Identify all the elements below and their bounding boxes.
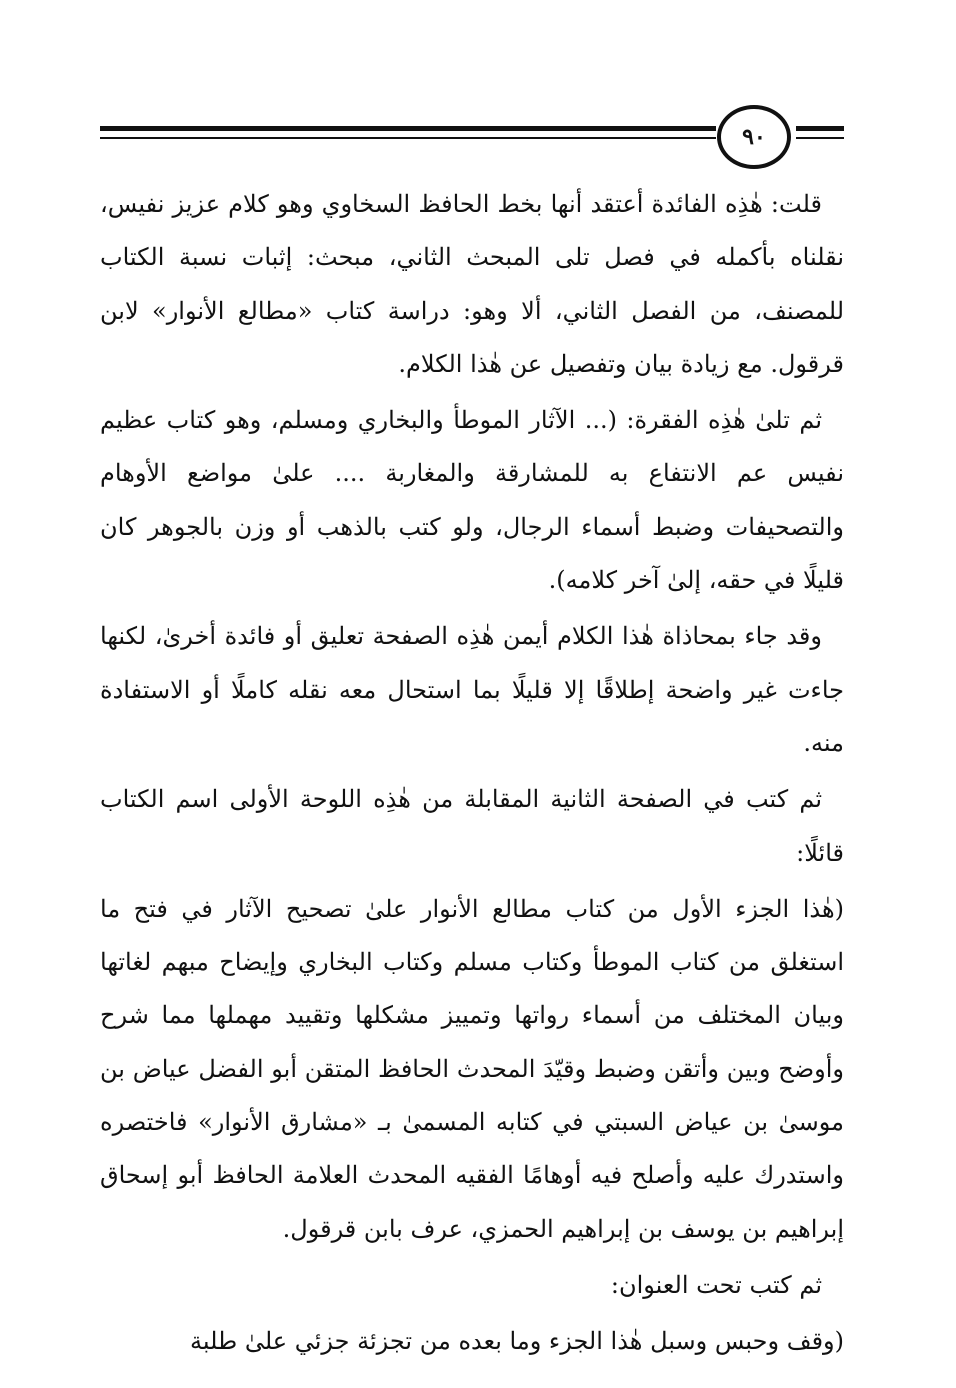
quoted-paragraph: (هٰذا الجزء الأول من كتاب مطالع الأنوار علىٰ تصحيح الآثار في فتح ما استغلق من كتاب الموطأ وكتاب مسلم وكتاب البخاري وإيضاح مبهم لغاتها وبيان المختلف من أسماء رواتها وتمييز مشكلها وتقييد مهملها مما شرح وأوضح وبين وأتقن وضبط وقيّدَ المحدث الحافظ المتقن أبو الفضل عياض بن موسىٰ بن عياض السبتي في كتابه المسمىٰ بـ «مشارق الأنوار» فاختصره واستدرك عليه وأصلح فيه أوهامًا الفقيه المحدث العلامة الحافظ أبو إسحاق إبراهيم بن يوسف بن إبراهيم الحمزي، عرف بابن قرقول. bbox=[100, 894, 844, 1243]
page-header bbox=[100, 104, 844, 168]
paragraph: وقد جاء بمحاذاة هٰذا الكلام أيمن هٰذِه الصفحة تعليق أو فائدة أخرىٰ، لكنها جاءت غير واضحة إطلاقًا إلا قليلًا بما استحال معه نقله كاملًا أو الاستفادة منه. bbox=[100, 622, 844, 757]
paragraph: ثم كتب تحت العنوان: bbox=[610, 1270, 822, 1299]
quoted-paragraph: (وقف وحبس وسبل هٰذا الجزء وما بعده من تجزئة جزئي علىٰ طلبة bbox=[190, 1327, 844, 1356]
header-rule bbox=[796, 126, 844, 131]
paragraph: قلت: هٰذِه الفائدة أعتقد أنها بخط الحافظ السخاوي وهو كلام عزيز نفيس، نقلناه بأكمله في فصل تلى المبحث الثاني، مبحث: إثبات نسبة الكتاب للمصنف، من الفصل الثاني، ألا وهو: دراسة كتاب «مطالع الأنوار» لابن قرقول. مع زيادة بيان وتفصيل عن هٰذا الكلام. bbox=[100, 190, 844, 378]
header-rule bbox=[796, 137, 844, 139]
page-number-badge bbox=[717, 105, 791, 169]
header-rule bbox=[100, 137, 716, 139]
page-number: ٩٠ bbox=[742, 124, 766, 150]
paragraph: ثم تلىٰ هٰذِه الفقرة: (... الآثار الموطأ والبخاري ومسلم، وهو كتاب عظيم نفيس عم الانتفاع به للمشارقة والمغاربة .... علىٰ مواضع الأوهام والتصحيفات وضبط أسماء الرجال، ولو كتب بالذهب أو وزن بالجوهر كان قليلًا في حقه، إلىٰ آخر كلامه). bbox=[100, 406, 844, 595]
header-rule bbox=[100, 126, 716, 131]
page-body bbox=[100, 178, 844, 1372]
paragraph: ثم كتب في الصفحة الثانية المقابلة من هٰذِه اللوحة الأولى اسم الكتاب قائلًا: bbox=[100, 785, 844, 867]
